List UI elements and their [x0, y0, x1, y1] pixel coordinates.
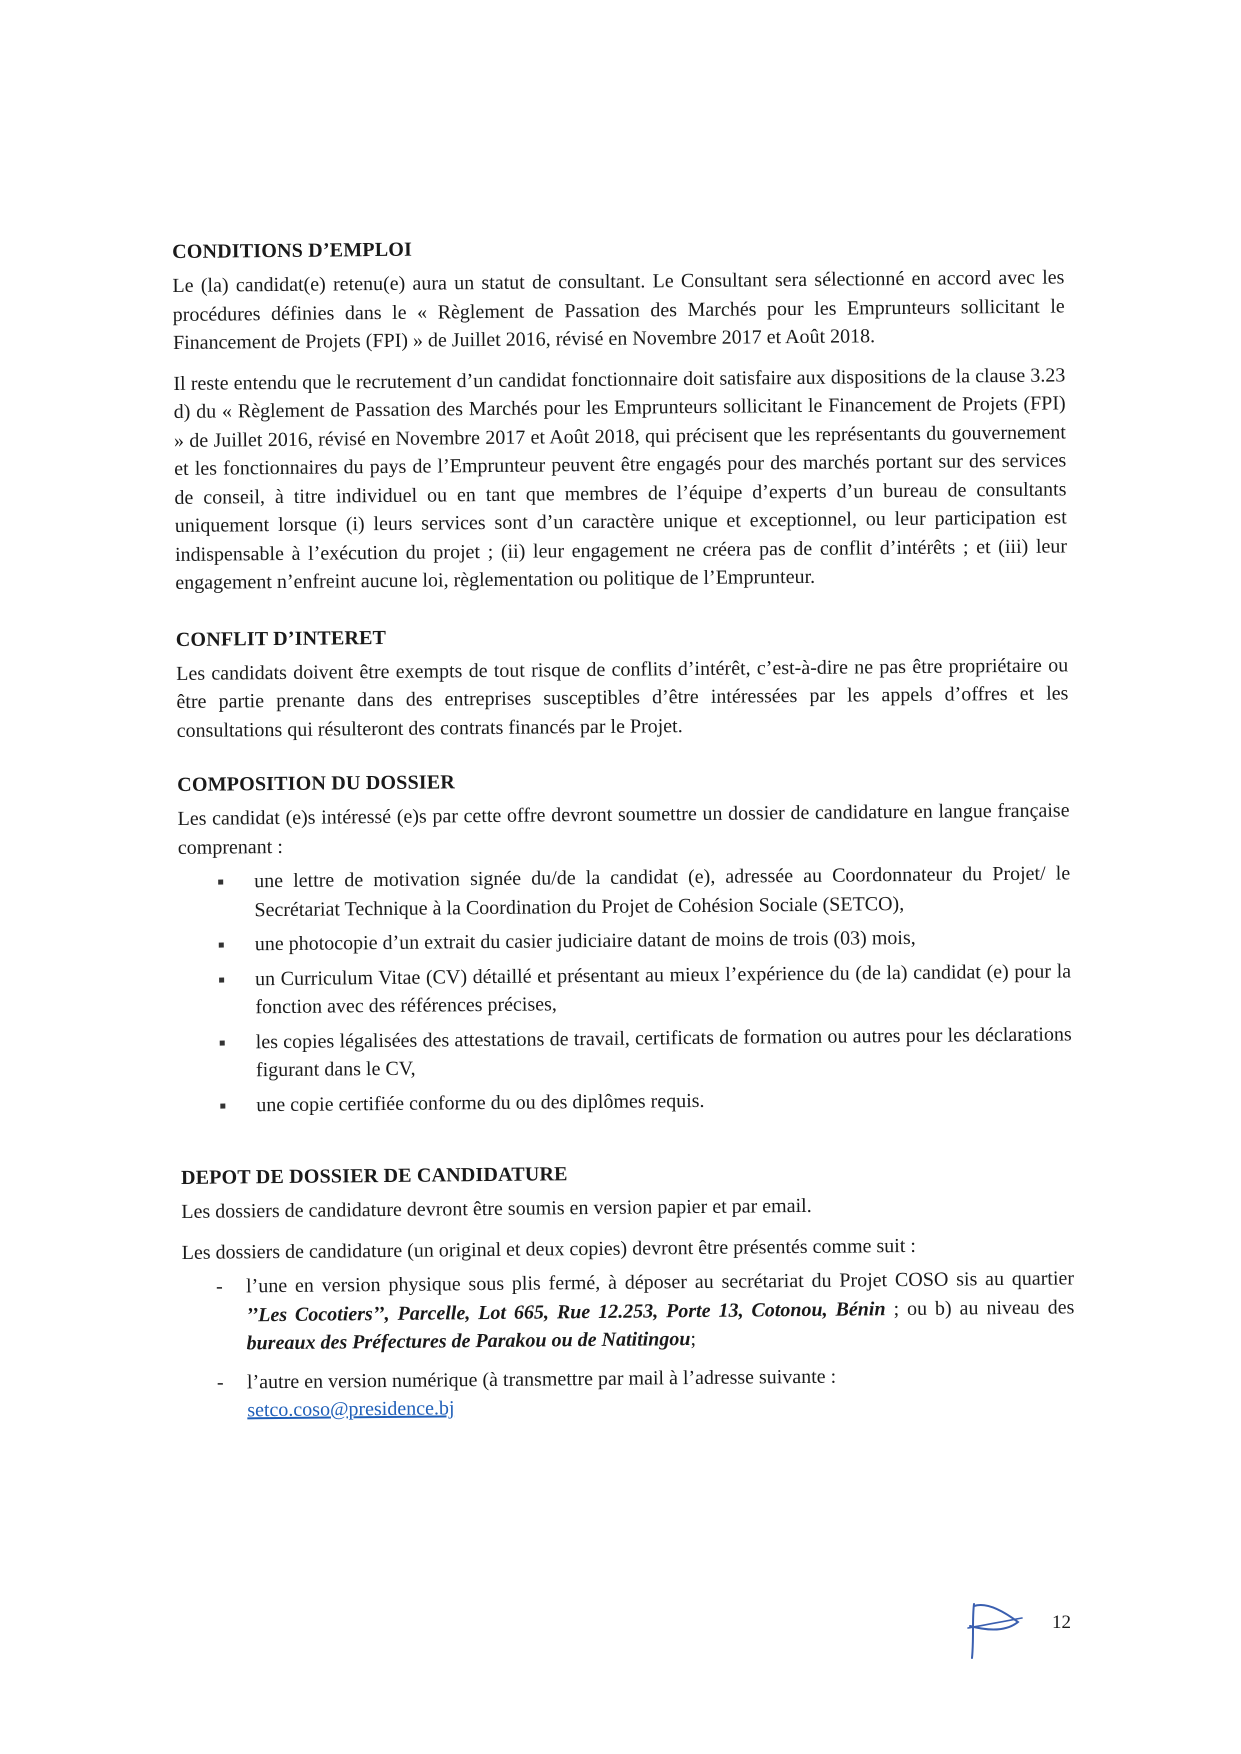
depot-item1-end: ; [690, 1328, 697, 1351]
section-composition [177, 762, 1072, 1120]
dash-bullet: - [215, 1275, 223, 1298]
heading-conflit: CONFLIT D’INTERET [175, 626, 387, 651]
paragraph-composition-intro: Les candidat (e)s intéressé (e)s par cette offre devront soumettre un dossier de candidature en langue française comprenant : [177, 799, 1070, 859]
list-item-text: un Curriculum Vitae (CV) détaillé et présentant au mieux l’expérience du (de la) candidat (e) pour la fonction avec des références précises, [255, 959, 1072, 1019]
list-item [182, 1264, 1075, 1358]
paragraph-depot-1: Les dossiers de candidature devront être soumis en version papier et par email. [181, 1194, 812, 1223]
depot-item1-text: l’une en version physique sous plis fermé, à déposer au secrétariat du Projet COSO sis au quartier [245, 1267, 1075, 1298]
paragraph-conflit: Les candidats doivent être exempts de tout risque de conflits d’intérêt, c’est-à-dire ne pas être propriétaire ou être partie prenante dans des entreprises susceptibles d’être intéressées par les appels d’offres et les consultations qui résulteront des contrats financés par le Projet. [176, 653, 1069, 742]
list-item-text: une photocopie d’un extrait du casier judiciaire datant de moins de trois (03) mois, [254, 926, 916, 956]
document-body [172, 229, 1075, 1435]
section-conditions [172, 229, 1067, 597]
page-number: 12 [1052, 1612, 1071, 1633]
section-conflit [176, 617, 1069, 745]
paragraph-depot-2: Les dossiers de candidature (un original et deux copies) devront être présentés comme suit : [181, 1234, 917, 1264]
paragraph-conditions-2: Il reste entendu que le recrutement d’un candidat fonctionnaire doit satisfaire aux dispositions de la clause 3.23 d) du « Règlement de Passation des Marchés pour les Emprunteurs sollicitant le Financement de Projets (FPI) » de Juillet 2016, révisé en Novembre 2017 et Août 2018, qui précisent que les représentants du gouvernement et les fonctionnaires du pays de l’Emprunteur peuvent être engagés pour des marchés portant sur des services de conseil, à titre individuel ou en tant que membres de l’équipe d’experts d’un bureau de consultants uniquement lorsque (i) leurs services sont d’un caractère unique et exceptionnel, ou leur participation est indispensable à l’exécution du projet ; (ii) leur engagement ne créera pas de conflit d’intérêts ; et (iii) leur engagement n’enfreint aucune loi, règlementation ou politique de l’Emprunteur. [173, 363, 1068, 594]
depot-item2-text: l’autre en version numérique (à transmettre par mail à l’adresse suivante : [246, 1365, 837, 1393]
square-bullet-icon [219, 977, 224, 982]
square-bullet-icon [220, 1103, 225, 1108]
list-item [179, 957, 1072, 1023]
office-address: ’’Les Cocotiers’’, Parcelle, Lot 665, Rue 12.253, Porte 13, Cotonou, Bénin [246, 1297, 886, 1326]
email-link[interactable]: setco.coso@presidence.bj [247, 1397, 455, 1422]
list-item [180, 1020, 1073, 1086]
heading-conditions: CONDITIONS D’EMPLOI [172, 238, 413, 263]
prefecture-offices: bureaux des Préfectures de Parakou ou de Natitingou [246, 1328, 691, 1355]
list-item [180, 1083, 1072, 1120]
section-depot [181, 1155, 1075, 1425]
signature-initials-icon [964, 1592, 1028, 1662]
heading-depot: DEPOT DE DOSSIER DE CANDIDATURE [180, 1163, 568, 1189]
paragraph-conditions-1: Le (la) candidat(e) retenu(e) aura un statut de consultant. Le Consultant sera sélectionné en accord avec les procédures définies dans le « Règlement de Passation des Marchés pour les Emprunteurs sollicitant le Financement de Projets (FPI) » de Juillet 2016, révisé en Novembre 2017 et Août 2018. [172, 266, 1065, 354]
list-item-text: une copie certifiée conforme du ou des diplômes requis. [256, 1089, 705, 1116]
depot-list [182, 1264, 1075, 1425]
square-bullet-icon [220, 1040, 225, 1045]
square-bullet-icon [219, 943, 224, 948]
list-item-text: les copies légalisées des attestations de travail, certificats de formation ou autres pour les déclarations figurant dans le CV, [255, 1022, 1072, 1082]
list-item [178, 859, 1071, 925]
depot-item1-middle: ; ou b) au niveau des [885, 1295, 1075, 1320]
dash-bullet: - [216, 1371, 224, 1394]
square-bullet-icon [218, 880, 223, 885]
heading-composition: COMPOSITION DU DOSSIER [177, 771, 456, 796]
composition-list [178, 859, 1072, 1120]
list-item [179, 922, 1071, 959]
list-item-text: une lettre de motivation signée du/de la candidat (e), adressée au Coordonnateur du Projet/ le Secrétariat Technique à la Coordination du Projet de Cohésion Sociale (SETCO), [254, 862, 1071, 921]
list-item [183, 1360, 1076, 1426]
